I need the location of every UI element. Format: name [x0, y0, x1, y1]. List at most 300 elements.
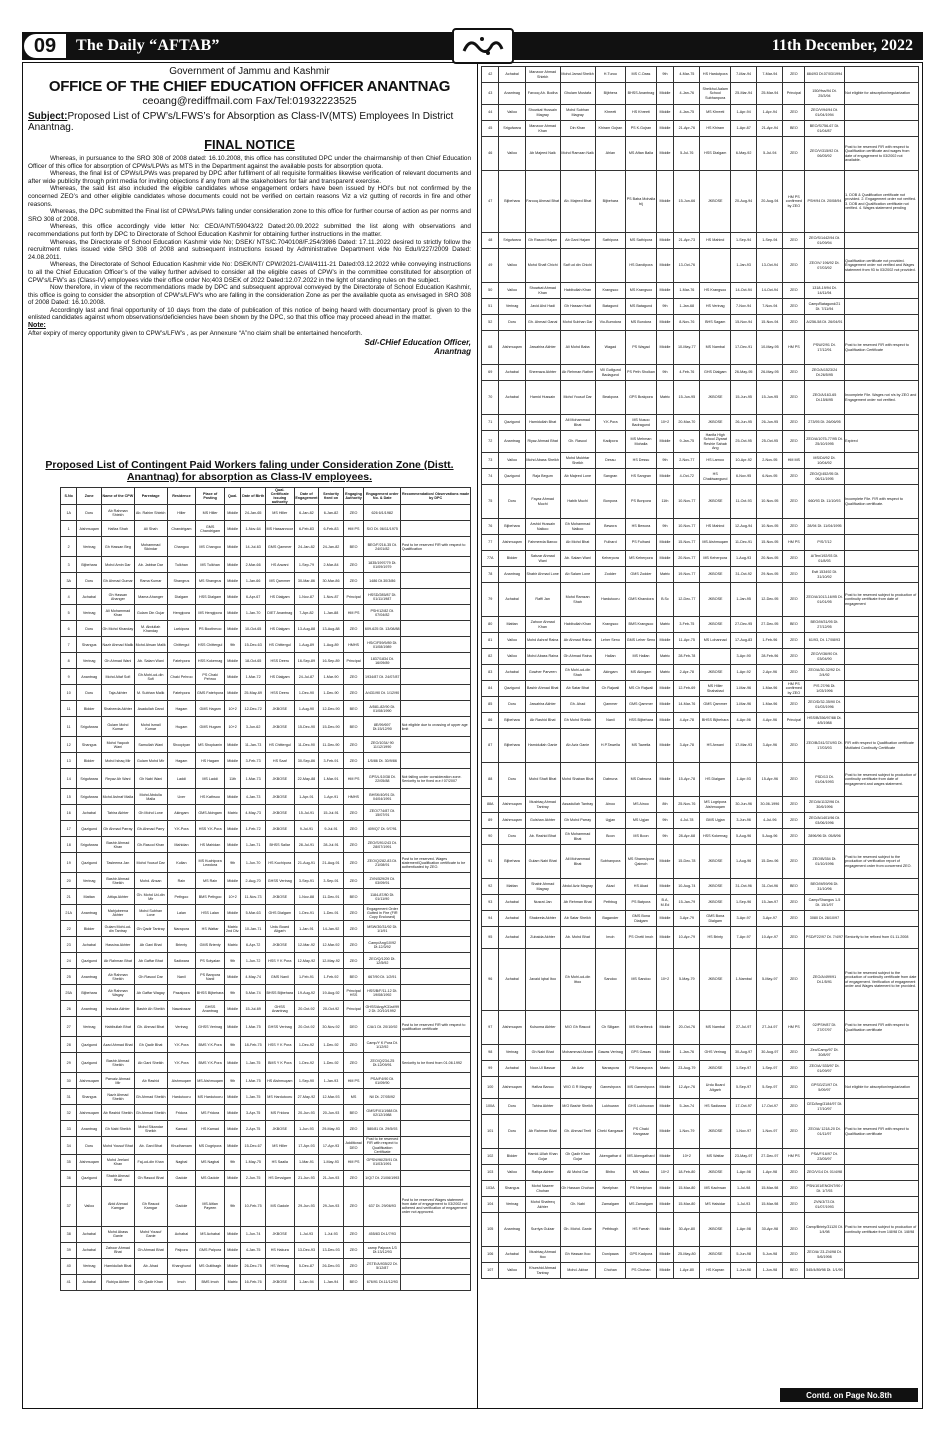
- table-cell: HS Bewora: [626, 519, 657, 535]
- table-cell: Ab Rahman Bhat: [525, 1115, 560, 1149]
- table-cell: 17-Apr-93: [294, 1137, 319, 1154]
- table-row: [482, 713, 919, 729]
- table-cell: 18: [61, 837, 77, 853]
- table-row: [61, 937, 471, 953]
- table-cell: Mama Ahanger: [134, 589, 167, 605]
- table-cell: Anantnag: [77, 969, 102, 985]
- table-cell: ZEO: [783, 137, 805, 171]
- table-cell: ZVN/3/73 Dt. 01/07/1993: [805, 1197, 844, 1213]
- table-cell: Qazigund: [77, 953, 102, 969]
- table-cell: 99: [482, 1061, 499, 1077]
- table-cell: Ab. Mohd Bhat: [560, 927, 595, 949]
- table-cell: HS Saaila: [265, 1154, 294, 1170]
- table-cell: 97: [482, 1011, 499, 1045]
- table-cell: 626 6/1/1982: [364, 505, 401, 521]
- table-cell: Sathipora: [595, 233, 626, 249]
- table-cell: 14-Oct-94: [731, 283, 757, 299]
- table-cell: JKBOSE: [265, 821, 294, 837]
- table-row: [482, 895, 919, 911]
- table-cell: 609-625 Dt. 13/08/88: [364, 621, 401, 637]
- table-row: [61, 985, 471, 1001]
- table-cell: Ab Gani Bhat: [134, 937, 167, 953]
- table-cell: 1-Jul-93: [294, 1226, 319, 1242]
- table-cell: Ali Shah: [134, 521, 167, 537]
- table-cell: Ab Gani Hajam: [560, 233, 595, 249]
- table-cell: Post to be reserved FIR with respect to Qualification certificate and wages from date of engagement to 03/2002 not available.: [844, 137, 918, 171]
- table-cell: 1-Mar-76: [674, 283, 700, 299]
- table-cell: Showkat Ahmad Khan: [525, 283, 560, 299]
- table-cell: 1-Jan-70: [241, 605, 266, 621]
- table-cell: 3-Apr-79: [674, 911, 700, 927]
- table-cell: 20-Nov-95: [757, 551, 783, 567]
- table-cell: [844, 1061, 918, 1077]
- table-cell: HSS Lalan: [196, 905, 225, 921]
- table-cell: Middle: [224, 537, 240, 557]
- table-cell: PSN/101/ENGNT/90 / Dt. 1/7/93: [805, 1181, 844, 1197]
- table-cell: PS Chaki Kangasar: [626, 1115, 657, 1149]
- table-cell: 88A: [482, 797, 499, 813]
- table-cell: Gh Qadir Bhat: [134, 1037, 167, 1053]
- table-cell: Ab. Gani Bhat: [134, 1137, 167, 1154]
- table-cell: 84: [482, 681, 499, 697]
- table-row: [61, 1137, 471, 1154]
- table-cell: MS Achabal: [196, 1226, 225, 1242]
- table-cell: ZEO: [783, 519, 805, 535]
- table-cell: Middle: [656, 249, 673, 283]
- table-cell: [844, 315, 918, 331]
- table-cell: Gawas Verinag: [595, 1045, 626, 1061]
- table-cell: Y.K.Pora: [167, 1053, 196, 1073]
- table-cell: ZEO/A/1013-16/95 Dt. 01/01/95: [805, 583, 844, 617]
- table-row: [61, 637, 471, 653]
- table-cell: Khanghund: [167, 1258, 196, 1274]
- table-cell: 11-Dec-91: [731, 535, 757, 551]
- table-cell: 19: [61, 853, 77, 873]
- table-cell: 7-Apr-97: [731, 927, 757, 949]
- table-cell: 15-Dec-63: [241, 637, 266, 653]
- table-row: [61, 1258, 471, 1274]
- table-cell: Ab Gani Sheikh: [134, 1053, 167, 1073]
- table-cell: 76: [482, 519, 499, 535]
- table-cell: Bashir Ahmad Sheikh: [101, 873, 134, 889]
- table-cell: 5-May-97: [757, 949, 783, 1011]
- table-cell: MS Aishmuqam: [700, 535, 731, 551]
- table-cell: Mohd Ashraf Raina: [525, 633, 560, 649]
- table-cell: BEO: [343, 701, 364, 717]
- table-cell: Gh Ahmad Wani: [101, 653, 134, 669]
- table-cell: Raffi Jan: [525, 583, 560, 617]
- table-cell: 5-Mar-74: [241, 985, 266, 1001]
- table-cell: 1-Apr-98: [757, 1165, 783, 1181]
- table-cell: BEO: [783, 617, 805, 633]
- table-cell: Gh Hassan Ahanger: [101, 589, 134, 605]
- table-cell: Mohd Mukhtar Sheikh: [560, 453, 595, 469]
- table-cell: Middle: [224, 1226, 240, 1242]
- table-cell: 5-Dec-87: [294, 1258, 319, 1274]
- table-cell: Hamidullah Bhat: [101, 1258, 134, 1274]
- table-cell: 31-Oct-96: [757, 879, 783, 895]
- table-cell: Dabruna: [595, 763, 626, 797]
- table-row: [482, 1011, 919, 1045]
- table-cell: Ahlan: [595, 137, 626, 171]
- table-cell: Incomplete File. FIR with respect to Qualification certificate.: [844, 485, 918, 519]
- table-cell: 1-Jan-95: [731, 583, 757, 617]
- table-cell: GHSS Anantnag: [265, 1001, 294, 1017]
- table-cell: 1-Jun-70: [241, 853, 266, 873]
- table-cell: Mohd Abdulla Malla: [134, 789, 167, 805]
- table-cell: 10-Apr-97: [757, 927, 783, 949]
- table-cell: Palpora: [167, 1242, 196, 1258]
- table-cell: 85: [482, 697, 499, 713]
- table-cell: 30-Jun-96: [731, 797, 757, 813]
- notice-paragraph: Now therefore, in view of the recommendations made by DPC and subsequent approval conveyed by the Directorate of School Education Kashmir, this office is going to consider the absorption of CPW’s/LFW’s who are falling in the consideration Zone as per the available quota as envisaged in SRO 308 of 2008 Dated: 16.10.2008.: [28, 284, 471, 307]
- table-cell: Mohd Abass Sheikh: [525, 453, 560, 469]
- table-cell: Vailoo: [499, 649, 525, 665]
- table-cell: Matric: [656, 381, 673, 415]
- table-cell: 23: [61, 937, 77, 953]
- table-cell: MS Shopkanin: [196, 737, 225, 753]
- table-cell: GMS/F/01/1988 Dt. 02/12/1988: [364, 1105, 401, 1121]
- table-cell: 3-Apr-97: [757, 911, 783, 927]
- table-cell: [401, 589, 471, 605]
- table-cell: HS Dialgam: [265, 589, 294, 605]
- table-cell: 5-May-79: [674, 949, 700, 1011]
- table-cell: 1-Nov-87: [294, 589, 319, 605]
- table-cell: Reyaz Ah Wani: [101, 769, 134, 789]
- table-cell: 11-Dec-91: [319, 889, 344, 905]
- table-cell: 4-Oct-72: [674, 469, 700, 485]
- table-cell: Hengipora: [167, 605, 196, 621]
- table-cell: Gh. Rasool: [560, 431, 595, 453]
- table-row: [61, 873, 471, 889]
- table-cell: Gh Hassan Itoo: [560, 1247, 595, 1263]
- table-cell: Principal: [783, 713, 805, 729]
- table-cell: Achabal: [499, 583, 525, 617]
- table-cell: M/O Gh Rasool: [560, 1011, 595, 1045]
- table-cell: HS Verinag: [265, 1258, 294, 1274]
- table-cell: Mohd Shafeeq Akhter: [525, 1197, 560, 1213]
- table-cell: Middle: [656, 633, 673, 649]
- table-cell: GPS Brakpora: [626, 381, 657, 415]
- table-cell: BEO: [783, 1263, 805, 1279]
- table-cell: [401, 621, 471, 637]
- table-cell: Mohd Ramzan Naik: [560, 137, 595, 171]
- table-cell: 21-Jun-93: [294, 1170, 319, 1186]
- table-cell: Qazigund: [499, 469, 525, 485]
- table-cell: 10-May-95: [757, 331, 783, 365]
- table-cell: MS/D4/92 Dt. 10/04/92: [805, 453, 844, 469]
- table-cell: Bidder: [77, 753, 102, 769]
- table-cell: BEO: [343, 717, 364, 737]
- table-cell: [401, 1137, 471, 1154]
- table-cell: Kadipora: [595, 431, 626, 453]
- table-cell: 15-Mar-80: [674, 1197, 700, 1213]
- table-cell: Mohd Ishaq Mir: [101, 753, 134, 769]
- table-cell: ZEO/V/94/94 Dt. 01/04/1994: [805, 105, 844, 121]
- table-cell: 29: [61, 1053, 77, 1073]
- table-cell: Doru: [499, 1099, 525, 1115]
- table-cell: Middle: [656, 535, 673, 551]
- table-cell: 1-Jan-66: [241, 573, 266, 589]
- table-cell: 1-Jul-93: [319, 1226, 344, 1242]
- table-cell: 14-Oct-94: [757, 283, 783, 299]
- table-cell: Gh Ahmad Sheikh: [134, 1089, 167, 1105]
- table-cell: Srigufwara: [77, 837, 102, 853]
- table-cell: Mohd Abass Raina: [525, 649, 560, 665]
- table-cell: 1-Jun-98: [731, 1263, 757, 1279]
- table-cell: Gh.Rasool Khan: [134, 837, 167, 853]
- table-cell: ZEO: [343, 669, 364, 685]
- table-row: [61, 1186, 471, 1226]
- table-cell: 1-Nov-64: [241, 521, 266, 537]
- table-cell: 15-Mar-80: [674, 1181, 700, 1197]
- table-cell: [401, 905, 471, 921]
- table-cell: HS Arwani: [265, 557, 294, 573]
- table-cell: ZEO: [783, 551, 805, 567]
- table-cell: 11th: [656, 485, 673, 519]
- table-cell: 1-Apr-91: [294, 789, 319, 805]
- table-cell: 1318-19/94 Dt. 14/11/94: [805, 283, 844, 299]
- table-cell: 29-Nov-95: [757, 567, 783, 583]
- table-cell: 9th: [656, 519, 673, 535]
- table-cell: Wagad: [595, 331, 626, 365]
- table-cell: ZEO: [343, 905, 364, 921]
- table-cell: Ab Rashid Bhat: [525, 713, 560, 729]
- table-cell: Shakeela Akhter: [525, 911, 560, 927]
- table-cell: Gh. Ahmad Ganai: [525, 315, 560, 331]
- table-cell: Gulam Mohd Mir: [134, 753, 167, 769]
- table-cell: Zeo/Camp/97 Dt. 30/8/97: [805, 1045, 844, 1061]
- table-cell: Middle: [656, 137, 673, 171]
- table-cell: 12-Dec-95: [757, 583, 783, 617]
- table-cell: 96: [482, 949, 499, 1011]
- table-cell: 9th: [224, 853, 240, 873]
- table-cell: 12-Dec-77: [674, 583, 700, 617]
- table-cell: 29-Jun-93: [319, 1186, 344, 1226]
- table-cell: 3-Sep-91: [319, 873, 344, 889]
- table-cell: 10+2: [674, 1149, 700, 1165]
- table-cell: Krangsoo: [595, 283, 626, 299]
- table-cell: Ali Mohammad Khan: [101, 605, 134, 621]
- table-cell: Verinag: [499, 1197, 525, 1213]
- table-cell: Bashir Ahmad Khan: [101, 837, 134, 853]
- table-cell: 6-Jan-82: [319, 505, 344, 521]
- table-cell: 30-Aug-97: [757, 1045, 783, 1061]
- table-row: [61, 1089, 471, 1105]
- table-cell: 11: [61, 701, 77, 717]
- table-cell: Seniority to be fixed from 01.06.1992: [401, 1053, 471, 1073]
- table-cell: HSS Kokernag: [196, 653, 225, 669]
- table-row: [482, 845, 919, 879]
- table-cell: Gulam Nabi Bhat: [525, 845, 560, 879]
- table-cell: Camp/Ang/10/92 Dt.12/3/92: [364, 937, 401, 953]
- table-cell: Mahidan: [167, 837, 196, 853]
- table-cell: 18-Feb-80: [674, 1165, 700, 1181]
- table-cell: ZEO: [783, 583, 805, 617]
- table-cell: Hanfia High School Ziyarat Reshie Sahab Ang: [700, 431, 731, 453]
- table-cell: Ab Rashid Sheikh: [101, 1105, 134, 1121]
- table-cell: GPSG/Z1/97 Dt. 5/09/97: [805, 1077, 844, 1099]
- table-cell: Anantnag: [77, 1121, 102, 1137]
- table-cell: 6-Feb-83: [319, 521, 344, 537]
- table-cell: Hamid-Ullah Khan Gojar: [525, 1149, 560, 1165]
- table-row: [482, 829, 919, 845]
- newspaper-logo: [452, 28, 514, 64]
- table-row: [61, 1226, 471, 1242]
- table-cell: 17-Dec-91: [731, 331, 757, 365]
- table-cell: MS Rain: [196, 873, 225, 889]
- table-cell: Anantnag: [499, 567, 525, 583]
- list-title: Proposed List of Contingent Paid Workers faling under Consideration Zone (Distt. Anantnag) for absorption as Class-IV employees.: [45, 459, 454, 483]
- table-header-cell: Qual. Certificate issuing authority: [265, 488, 294, 505]
- table-row: [61, 1037, 471, 1053]
- table-cell: GMS Leher Seno: [626, 633, 657, 649]
- table-cell: Mohd Ramzan Shah: [560, 583, 595, 617]
- table-cell: MS Dabruna: [626, 763, 657, 797]
- table-cell: PSD/13 Dt. 01/04/1993: [805, 763, 844, 797]
- table-cell: DIET Anantnag: [265, 605, 294, 621]
- table-row: [61, 1017, 471, 1037]
- table-cell: BMS Y.K.Pora: [196, 1037, 225, 1053]
- table-cell: Hagam: [167, 701, 196, 717]
- table-cell: 1-Nov-88: [294, 889, 319, 905]
- table-cell: Bidder: [77, 701, 102, 717]
- table-cell: PSW/2/91 Dt. 17/12/91: [805, 331, 844, 365]
- table-cell: Manzoor Ahmad Khan: [525, 121, 560, 137]
- table-cell: BMS Imoh: [196, 1274, 225, 1290]
- table-cell: 1-Mar-90: [319, 669, 344, 685]
- table-row: [61, 1242, 471, 1258]
- table-cell: 11-Dec-90: [319, 737, 344, 753]
- table-cell: MS Tawella: [626, 729, 657, 763]
- table-cell: 15-Nov-95: [757, 535, 783, 551]
- table-cell: 1-Aug-89: [294, 637, 319, 653]
- table-cell: [401, 505, 471, 521]
- table-cell: 4-Jul-96: [757, 813, 783, 829]
- table-cell: Gh. Ahmad Teeli: [560, 1115, 595, 1149]
- table-cell: HSS Deeru: [265, 685, 294, 701]
- table-cell: 48: [482, 233, 499, 249]
- table-cell: 1-Dec-90: [294, 685, 319, 701]
- table-cell: Achabal: [499, 927, 525, 949]
- table-cell: 3-Sep-91: [294, 873, 319, 889]
- table-cell: 17-Oct-97: [731, 1099, 757, 1115]
- table-cell: 11-Nov-73: [241, 889, 266, 905]
- table-cell: Javid Ahd Hadi: [525, 299, 560, 315]
- table-cell: A/581-82/90 Dt. 01/08/1990: [364, 701, 401, 717]
- table-cell: 28-Jul-91: [294, 837, 319, 853]
- table-cell: 5-Aug-96: [731, 829, 757, 845]
- table-cell: 21: [61, 889, 77, 905]
- table-cell: PS K.Gojran: [626, 121, 657, 137]
- table-cell: JKBOSE: [265, 805, 294, 821]
- table-row: [61, 1170, 471, 1186]
- table-cell: Achabal: [499, 665, 525, 681]
- table-row: [61, 1154, 471, 1170]
- table-cell: Ab Rehman Rather: [560, 365, 595, 381]
- table-cell: ZEO: [343, 1258, 364, 1274]
- table-cell: 12: [61, 737, 77, 753]
- table-row: [482, 485, 919, 519]
- table-cell: GHS Verinag: [700, 1045, 731, 1061]
- table-cell: HS Chittergul: [265, 737, 294, 753]
- table-cell: Middle: [224, 1121, 240, 1137]
- table-cell: Gh Ahmad Gumar: [101, 573, 134, 589]
- table-cell: Mohd Sikandar Sheikh: [134, 1121, 167, 1137]
- table-cell: Middle: [656, 121, 673, 137]
- table-cell: Qazigund: [77, 853, 102, 873]
- table-cell: ZEO/A/ 1218-20 Dt. 01/11/97: [805, 1115, 844, 1149]
- table-cell: Gh Nabi Sheikh: [101, 1121, 134, 1137]
- table-row: [61, 853, 471, 873]
- table-cell: ZEO: [343, 805, 364, 821]
- table-cell: Middle: [224, 521, 240, 537]
- table-cell: Aishmuqam: [77, 1105, 102, 1121]
- table-cell: Farooq Ahmad Bhat: [525, 171, 560, 233]
- contact-line: ceoang@rediffmail.com Fax/Tel:01932223525: [142, 95, 357, 107]
- table-cell: MS Krangsoo: [626, 283, 657, 299]
- table-row: [482, 249, 919, 283]
- table-cell: GHSS Verinag: [265, 873, 294, 889]
- table-cell: Raja Begum: [525, 469, 560, 485]
- table-cell: ZEO/A/ 535/97 Dt. 01/09/97: [805, 1061, 844, 1077]
- table-cell: 1-Jun-74: [241, 1226, 266, 1242]
- table-cell: 79: [482, 583, 499, 617]
- table-cell: Principal: [783, 83, 805, 105]
- table-cell: ZEO/V/315/92 Dt. 06/05/92: [805, 137, 844, 171]
- table-cell: BHSS Anantnag: [626, 83, 657, 105]
- table-cell: ZEO/V/36/90 Dt. 03/04/90: [805, 649, 844, 665]
- table-cell: 73: [482, 453, 499, 469]
- table-cell: BEO: [343, 969, 364, 985]
- table-cell: 68: [482, 331, 499, 365]
- table-cell: HS Chakiwangund: [700, 469, 731, 485]
- table-cell: 17-Apr-93: [319, 1137, 344, 1154]
- table-cell: BHSS Sallar: [265, 837, 294, 853]
- table-cell: HS Verinag: [700, 299, 731, 315]
- table-cell: Middle: [656, 845, 673, 879]
- table-cell: 35: [61, 1154, 77, 1170]
- table-cell: PS Boothmoo: [196, 621, 225, 637]
- table-cell: [700, 649, 731, 665]
- table-cell: ZEO: [783, 381, 805, 415]
- table-cell: ZEO: [343, 921, 364, 937]
- table-cell: Post to be reserved subject to production of continuity certificate from 1/8/98 Dt. 1/8/98: [844, 1213, 918, 1247]
- table-cell: 5-Mar-63: [241, 905, 266, 921]
- table-cell: Imoh: [167, 1274, 196, 1290]
- urdu-logo-icon: [458, 33, 508, 59]
- table-cell: HM PS confirmed by ZEO: [783, 171, 805, 233]
- table-cell: 1-Sep-97: [757, 1061, 783, 1077]
- table-cell: 1: [61, 521, 77, 537]
- table-row: [61, 953, 471, 969]
- table-cell: BHSS Bijbehara: [700, 713, 731, 729]
- table-cell: Middle: [656, 879, 673, 895]
- table-row: [482, 1263, 919, 1279]
- table-cell: Ab Gaffar Wagay: [134, 985, 167, 1001]
- table-cell: HSS/B/356/97/88 Dt. 4/5/1988: [805, 713, 844, 729]
- table-cell: 89: [482, 813, 499, 829]
- table-cell: [844, 519, 918, 535]
- table-cell: 15-Mar-98: [757, 1197, 783, 1213]
- table-cell: 43: [482, 83, 499, 105]
- table-cell: [844, 453, 918, 469]
- table-cell: 1A: [61, 505, 77, 521]
- table-cell: 49: [482, 249, 499, 283]
- table-cell: 1-Jul-98: [731, 1181, 757, 1197]
- table-cell: 11-Jan-73: [241, 737, 266, 753]
- table-cell: 69: [482, 365, 499, 381]
